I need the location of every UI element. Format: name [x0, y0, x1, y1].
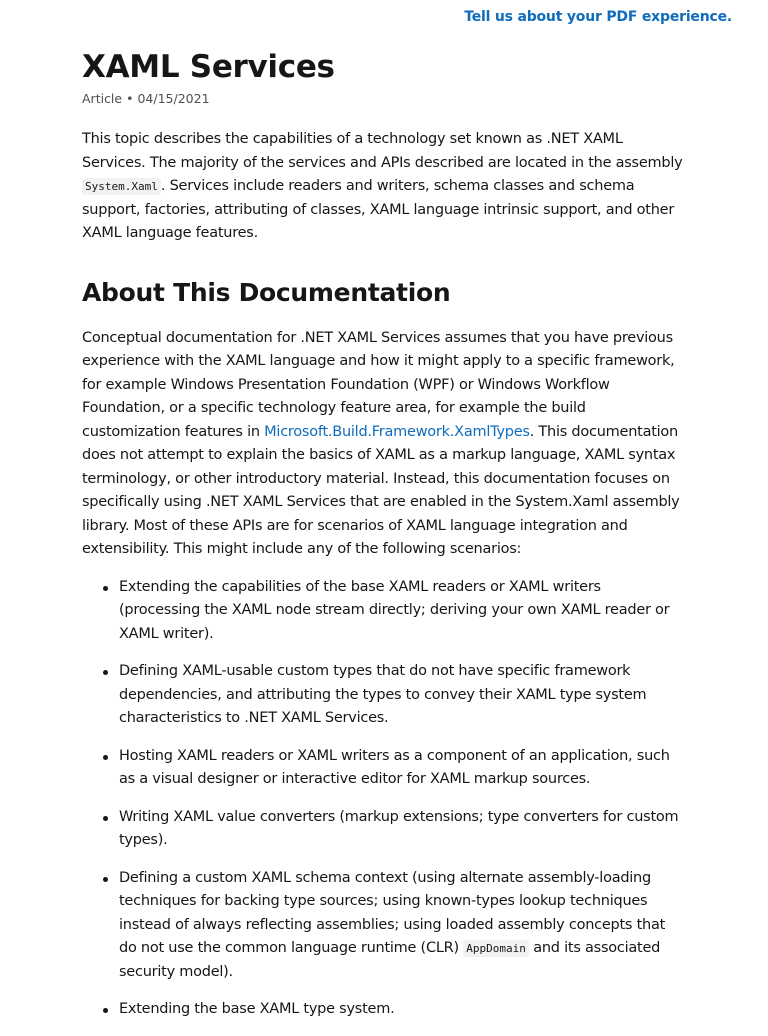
list-item [119, 660, 686, 731]
bullet-icon [103, 816, 108, 821]
article-meta [82, 90, 686, 108]
list-item-text: Hosting XAML readers or XAML writers as a component of an application, such as a visual designer or interactive editor for XAML markup sources. [119, 747, 670, 787]
meta-separator: • [126, 91, 134, 106]
bullet-icon [103, 586, 108, 591]
list-item-text: Writing XAML value converters (markup extensions; type converters for custom types). [119, 808, 679, 848]
bullet-icon [103, 877, 108, 882]
list-item [119, 998, 686, 1022]
section-text-b: . This documentation does not attempt to explain the basics of XAML as a markup language, XAML syntax terminology, or other introductory material. Instead, this documentation focuses on specifically using .NET XAML Services that are enabled in the System.Xaml assembly library. Most of these APIs are for scenarios of XAML language integration and extensibility. This might include any of the following scenarios: [82, 423, 680, 557]
scenario-list [82, 576, 686, 1022]
bullet-icon [103, 755, 108, 760]
list-item [119, 867, 686, 985]
bullet-icon [103, 1008, 108, 1013]
pdf-feedback-link[interactable]: Tell us about your PDF experience. [464, 9, 732, 25]
article-content [82, 47, 686, 1036]
article-type: Article [82, 91, 123, 106]
system-xaml-code: System.Xaml [82, 178, 161, 195]
intro-text-b: . Services include readers and writers, schema classes and schema support, factories, attributing of classes, XAML language intrinsic support, and other XAML language features. [82, 178, 675, 241]
page-title: XAML Services [82, 49, 335, 85]
list-item-text: Extending the base XAML type system. [119, 1001, 395, 1017]
section-heading: About This Documentation [82, 277, 451, 307]
article-date: 04/15/2021 [137, 91, 210, 106]
list-item-text: Defining XAML-usable custom types that do not have specific framework dependencies, and attributing the types to convey their XAML type system characteristics to .NET XAML Services. [119, 663, 647, 726]
xamltypes-link[interactable]: Microsoft.Build.Framework.XamlTypes [264, 423, 530, 440]
list-item-text-end: and its associated security model). [119, 940, 661, 980]
section-text-a: Conceptual documentation for .NET XAML Services assumes that you have previous experience with the XAML language and how it might apply to a specific framework, for example Windows Presentation Foundation (WPF) or Windows Workflow Foundation, or a specific technology feature area, for example the build customization features in [82, 329, 675, 440]
list-item-text: Defining a custom XAML schema context (using alternate assembly-loading techniques for backing type sources; using known-types lookup techniques instead of always reflecting assemblies; using loaded assembly concepts that do not use the common language runtime (CLR) [119, 869, 666, 956]
intro-text-a: This topic describes the capabilities of a technology set known as .NET XAML Services. The majority of the services and APIs described are located in the assembly [82, 131, 683, 171]
list-item [119, 745, 686, 792]
section-paragraph [82, 327, 686, 562]
list-item-text: Extending the capabilities of the base XAML readers or XAML writers (processing the XAML node stream directly; deriving your own XAML reader or XAML writer). [119, 578, 670, 642]
appdomain-code: AppDomain [463, 940, 529, 957]
list-item [119, 576, 686, 647]
bullet-icon [103, 670, 108, 675]
list-item [119, 806, 686, 853]
intro-paragraph [82, 128, 686, 246]
